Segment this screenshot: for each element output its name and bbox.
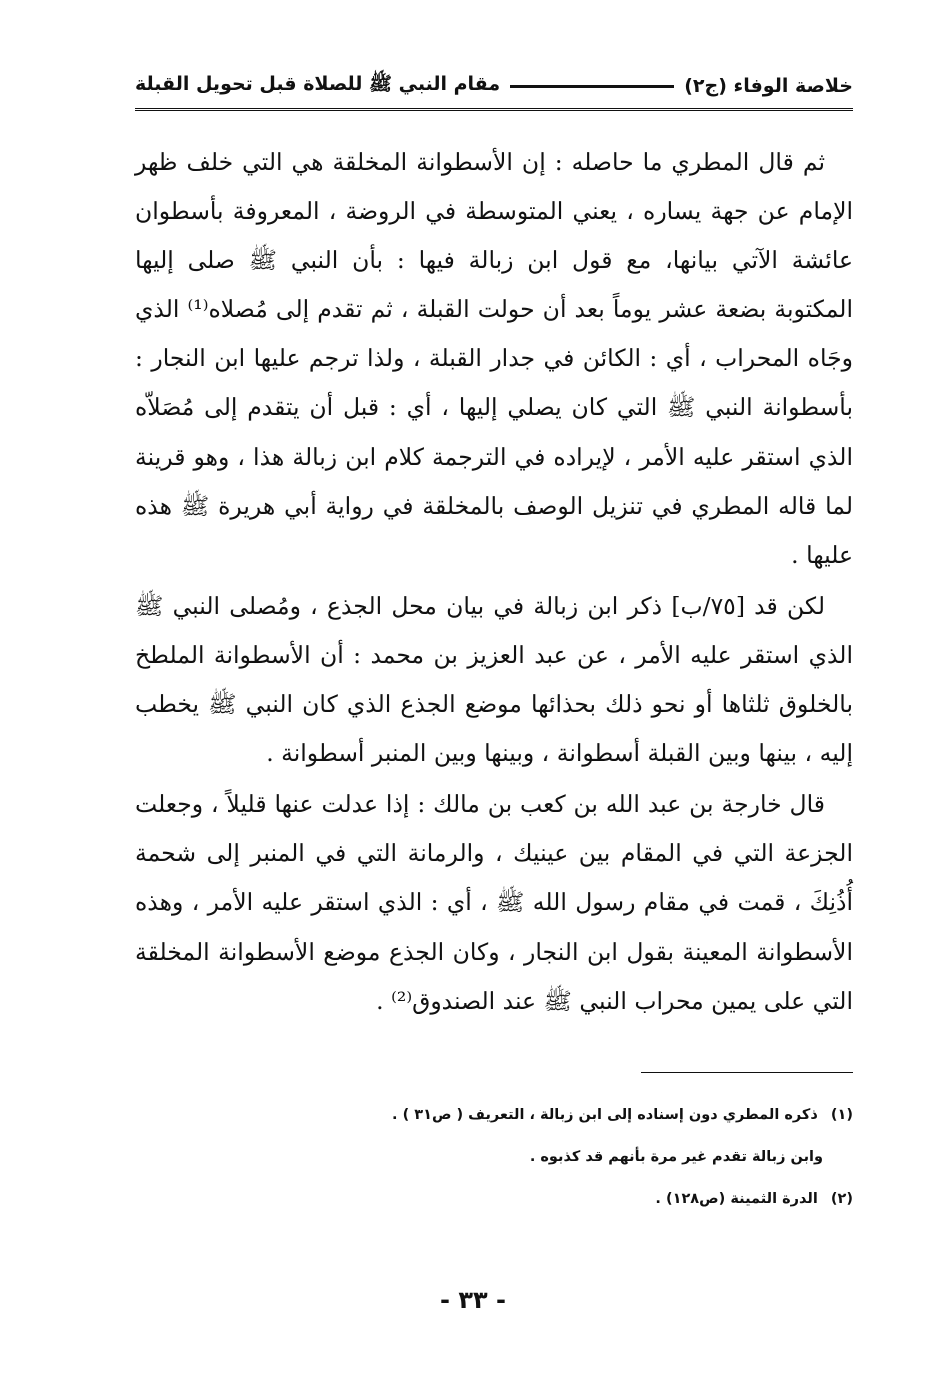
footnote-text: ذكره المطري دون إسناده إلى ابن زبالة ، التعريف ( ص٣١ ) . [392,1107,818,1123]
footnote-number: (٢) [830,1191,853,1207]
footnote [300,1094,853,1136]
body-text [135,138,853,1026]
page-number: - ٣٣ - [440,1286,506,1314]
header-subtitle: مقام النبي ﷺ للصلاة قبل تحويل القبلة [135,73,501,95]
footnote-number: (١) [830,1107,853,1123]
footnote [300,1136,853,1178]
paragraph: قال خارجة بن عبد الله بن كعب بن مالك : إذا عدلت عنها قليلاً ، وجعلت الجزعة التي في المقام بين عينيك ، والرمانة التي في المنبر إلى شحمة أُذُنِكَ ، قمت في مقام رسول الله ﷺ ، أي : الذي استقر عليه الأمر ، وهذه الأسطوانة المعينة بقول ابن النجار ، وكان الجذع موضع الأسطوانة المخلقة التي على يمين محراب النبي ﷺ عند الصندوق⁽²⁾ . [135,790,853,1015]
footnotes [300,1094,853,1220]
header-separator [510,85,674,88]
header-title: خلاصة الوفاء (ج٢) [684,75,853,97]
footnote-text: وابن زبالة تقدم غير مرة بأنهم قد كذبوه . [529,1149,823,1165]
running-header [135,64,853,111]
footnote-separator [641,1072,853,1073]
footnote-text: الدرة الثمينة (ص١٢٨) . [655,1191,818,1207]
footnote [300,1178,853,1220]
paragraph: ثم قال المطري ما حاصله : إن الأسطوانة المخلقة هي التي خلف ظهر الإمام عن جهة يساره ، يعني المتوسطة في الروضة ، المعروفة بأسطوان عائشة الآتي بيانها، مع قول ابن زبالة فيها : بأن النبي ﷺ صلى إليها المكتوبة بضعة عشر يوماً بعد أن حولت القبلة ، ثم تقدم إلى مُصلاه⁽¹⁾ الذي وجَاه المحراب ، أي : الكائن في جدار القبلة ، ولذا ترجم عليها ابن النجار : بأسطوانة النبي ﷺ التي كان يصلي إليها ، أي : قبل أن يتقدم إلى مُصَلاّه الذي استقر عليه الأمر ، لإيراده في الترجمة كلام ابن زبالة هذا ، وهو قرينة لما قاله المطري في تنزيل الوصف بالمخلقة في رواية أبي هريرة ﷺ هذه عليها . [135,148,853,569]
paragraph: لكن قد [٧٥/ب] ذكر ابن زبالة في بيان محل الجذع ، ومُصلى النبي ﷺ الذي استقر عليه الأمر ، عن عبد العزيز بن محمد : أن الأسطوانة الملطخ بالخلوق ثلثاها أو نحو ذلك بحذائها موضع الجذع الذي كان النبي ﷺ يخطب إليه ، بينها وبين القبلة أسطوانة ، وبينها وبين المنبر أسطوانة . [135,591,853,768]
